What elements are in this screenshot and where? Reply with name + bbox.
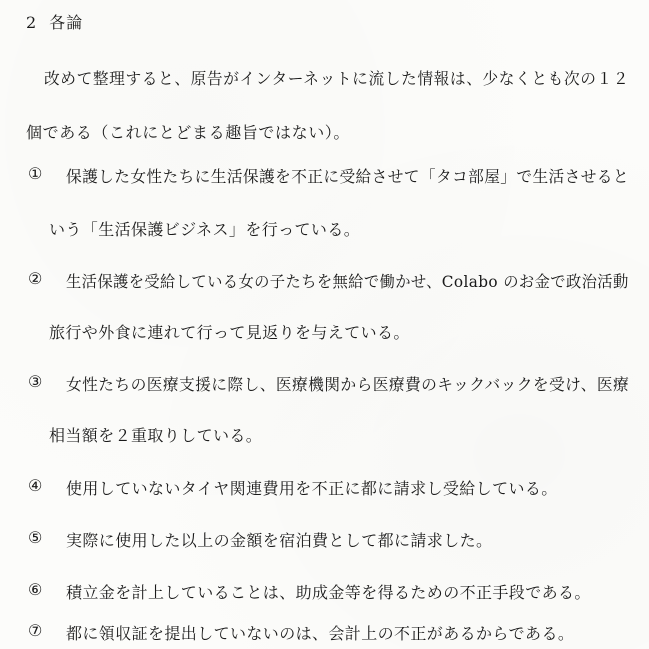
- intro-line-2: 個である（これにとどまる趣旨ではない）。: [26, 123, 351, 142]
- item-6-line-1: 積立金を計上していることは、助成金等を得るための不正手段である。: [66, 583, 591, 602]
- item-1-line-1: 保護した女性たちに生活保護を不正に受給させて「タコ部屋」で生活させると: [66, 167, 629, 186]
- item-1-line-2: いう「生活保護ビジネス」を行っている。: [49, 220, 361, 239]
- item-2-line-2: 旅行や外食に連れて行って見返りを与えている。: [49, 323, 410, 342]
- item-6-marker: ⑥: [28, 580, 43, 599]
- section-number: 2: [26, 13, 38, 32]
- section-title: 各論: [49, 13, 84, 32]
- item-4-marker: ④: [28, 476, 43, 495]
- item-3-marker: ③: [28, 372, 43, 391]
- item-2-line-1: 生活保護を受給している女の子たちを無給で働かせ、Colabo のお金で政治活動: [66, 272, 629, 291]
- item-3-line-2: 相当額を２重取りしている。: [49, 426, 263, 445]
- item-1-marker: ①: [28, 164, 43, 183]
- item-4-line-1: 使用していないタイヤ関連費用を不正に都に請求し受給している。: [66, 479, 558, 498]
- item-2-marker: ②: [28, 269, 43, 288]
- intro-line-1: 改めて整理すると、原告がインターネットに流した情報は、少なくとも次の１２: [44, 69, 630, 88]
- item-7-line-1: 都に領収証を提出していないのは、会計上の不正があるからである。: [66, 624, 575, 643]
- section-heading: [26, 10, 83, 33]
- item-5-marker: ⑤: [28, 528, 43, 547]
- item-5-line-1: 実際に使用した以上の金額を宿泊費として都に請求した。: [66, 531, 493, 550]
- item-7-marker: ⑦: [28, 621, 43, 640]
- item-3-line-1: 女性たちの医療支援に際し、医療機関から医療費のキックバックを受け、医療: [66, 375, 630, 394]
